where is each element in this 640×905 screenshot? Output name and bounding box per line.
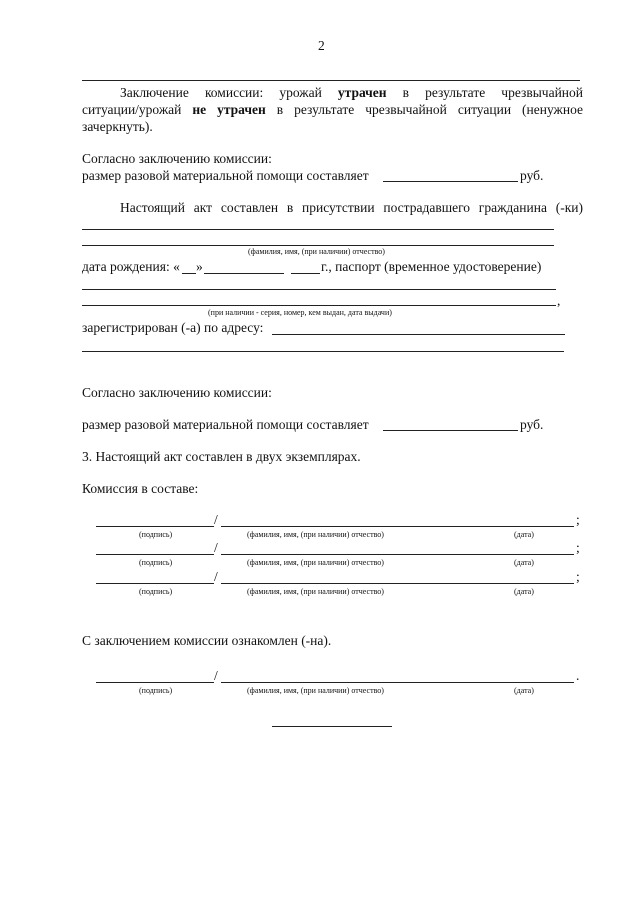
presence-text: Настоящий акт составлен в присутствии пострадавшего гражданина (-ки)	[120, 200, 583, 215]
member2-signature-line[interactable]	[96, 554, 214, 555]
registered-label: зарегистрирован (-а) по адресу:	[82, 320, 264, 335]
passport-line-2[interactable]	[82, 305, 556, 306]
member1-caption-signature: (подпись)	[139, 530, 173, 539]
victim-slash: /	[214, 668, 218, 683]
passport-line-1[interactable]	[82, 289, 556, 290]
conclusion-text-2a: ситуации/урожай	[82, 102, 193, 117]
victim-period: .	[576, 668, 580, 683]
presence-line-2[interactable]	[82, 245, 554, 246]
top-rule	[82, 80, 580, 81]
victim-signature-line[interactable]	[96, 682, 214, 683]
conclusion-line-2	[82, 102, 583, 118]
copies-statement: 3. Настоящий акт составлен в двух экземплярах.	[82, 449, 361, 464]
member2-name-line[interactable]	[221, 554, 574, 555]
member2-caption-signature: (подпись)	[139, 558, 173, 567]
member2-slash: /	[214, 540, 218, 555]
conclusion-text-1a: Заключение комиссии: урожай	[120, 85, 338, 100]
passport-comma: ,	[557, 293, 561, 308]
birth-day-blank[interactable]	[182, 273, 196, 274]
birth-quote-close: »	[196, 259, 203, 274]
aid2-intro: Согласно заключению комиссии:	[82, 385, 272, 400]
member3-signature-line[interactable]	[96, 583, 214, 584]
aid1-currency: руб.	[520, 168, 544, 183]
victim-caption-name: (фамилия, имя, (при наличии) отчество)	[247, 686, 384, 695]
closing-separator	[272, 726, 392, 727]
conclusion-text-1b: в результате чрезвычайной	[386, 85, 583, 100]
caption-passport: (при наличии - серия, номер, кем выдан, дата выдачи)	[208, 308, 392, 317]
member3-caption-signature: (подпись)	[139, 587, 173, 596]
member3-caption-date: (дата)	[514, 587, 534, 596]
conclusion-line-1	[120, 85, 583, 101]
conclusion-bold-lost: утрачен	[337, 85, 387, 100]
member3-slash: /	[214, 569, 218, 584]
victim-caption-signature: (подпись)	[139, 686, 173, 695]
conclusion-line-3: зачеркнуть).	[82, 119, 153, 134]
address-blank-2[interactable]	[82, 351, 564, 352]
page-number: 2	[318, 38, 325, 53]
aid1-intro: Согласно заключению комиссии:	[82, 151, 272, 166]
birth-year-suffix: г., паспорт (временное удостоверение)	[321, 259, 542, 274]
acquainted-text: С заключением комиссии ознакомлен (-на).	[82, 633, 332, 648]
aid2-amount-blank[interactable]	[383, 430, 518, 431]
member3-semicolon: ;	[576, 569, 580, 584]
member2-caption-date: (дата)	[514, 558, 534, 567]
aid2-currency: руб.	[520, 417, 544, 432]
aid1-amount-blank[interactable]	[383, 181, 518, 182]
victim-name-line[interactable]	[221, 682, 574, 683]
member3-name-line[interactable]	[221, 583, 574, 584]
address-blank-1[interactable]	[272, 334, 565, 335]
member1-semicolon: ;	[576, 512, 580, 527]
commission-title: Комиссия в составе:	[82, 481, 199, 496]
member1-signature-line[interactable]	[96, 526, 214, 527]
birth-label: дата рождения: «	[82, 259, 180, 274]
member2-semicolon: ;	[576, 540, 580, 555]
presence-line-1[interactable]	[82, 229, 554, 230]
member1-name-line[interactable]	[221, 526, 574, 527]
birth-year-blank[interactable]	[291, 273, 320, 274]
member1-caption-date: (дата)	[514, 530, 534, 539]
member1-caption-name: (фамилия, имя, (при наличии) отчество)	[247, 530, 384, 539]
aid2-amount-label: размер разовой материальной помощи составляет	[82, 417, 369, 432]
victim-caption-date: (дата)	[514, 686, 534, 695]
caption-victim-name: (фамилия, имя, (при наличии) отчество)	[248, 247, 385, 256]
conclusion-bold-not-lost: не утрачен	[192, 102, 266, 117]
member1-slash: /	[214, 512, 218, 527]
member3-caption-name: (фамилия, имя, (при наличии) отчество)	[247, 587, 384, 596]
conclusion-text-2b: в результате чрезвычайной ситуации (ненужное	[265, 102, 583, 117]
aid1-amount-label: размер разовой материальной помощи составляет	[82, 168, 369, 183]
member2-caption-name: (фамилия, имя, (при наличии) отчество)	[247, 558, 384, 567]
birth-month-blank[interactable]	[204, 273, 284, 274]
